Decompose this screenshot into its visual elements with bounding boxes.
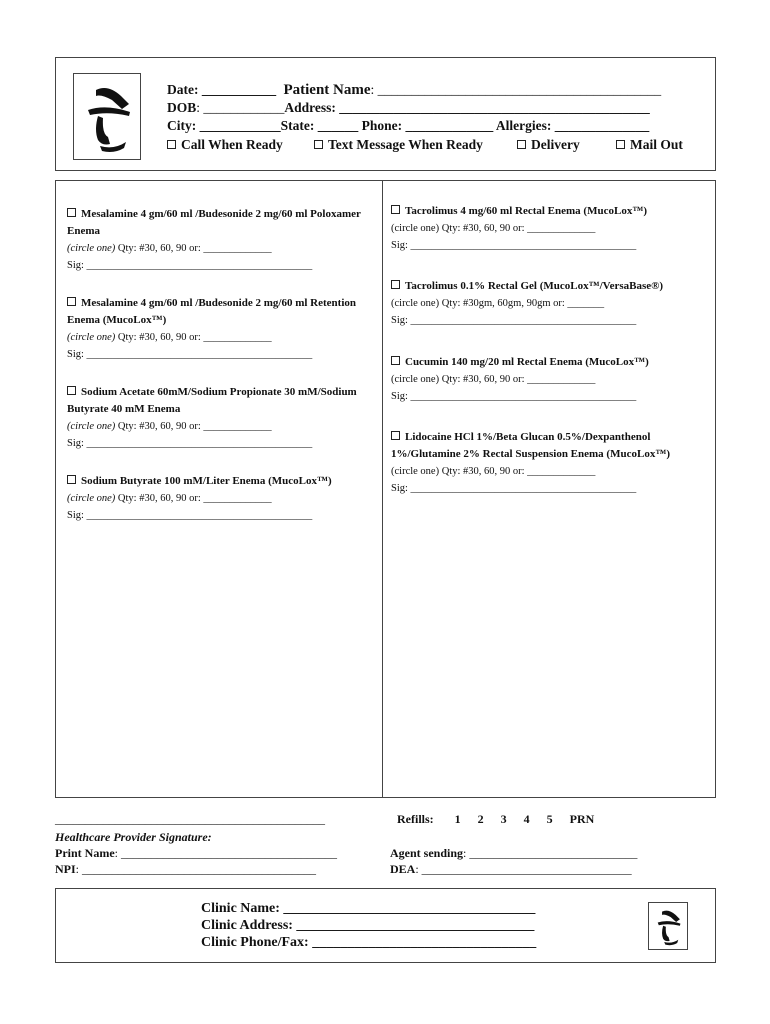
- signature-line[interactable]: _____________________________________________: [55, 812, 325, 826]
- right-item-2: Tacrolimus 0.1% Rectal Gel (MucoLox™/VersaBase®) (circle one) Qty: #30gm, 60gm, 90gm or: _______ Sig: ___________________________________________: [391, 278, 711, 329]
- qty-field[interactable]: (circle one) Qty: #30, 60, 90 or: _____________: [391, 466, 596, 477]
- sig-field[interactable]: Sig: ___________________________________________: [391, 483, 637, 494]
- checkbox-icon[interactable]: [391, 356, 400, 365]
- sig-field[interactable]: Sig: ___________________________________________: [391, 240, 637, 251]
- dob-field[interactable]: : ____________: [196, 100, 285, 115]
- qty-field[interactable]: (circle one) Qty: #30, 60, 90 or: _____________: [391, 223, 596, 234]
- refill-option-2[interactable]: 2: [477, 812, 484, 826]
- qty-field[interactable]: (circle one) Qty: #30, 60, 90 or: _____________: [391, 374, 596, 385]
- sig-field[interactable]: Sig: ___________________________________________: [67, 260, 313, 271]
- clinic-name-field[interactable]: Clinic Name: ____________________________________: [201, 901, 536, 916]
- agent-field[interactable]: : ____________________________: [463, 846, 638, 860]
- checkbox-icon[interactable]: [67, 475, 76, 484]
- right-item-4: Lidocaine HCl 1%/Beta Glucan 0.5%/Dexpanthenol 1%/Glutamine 2% Rectal Suspension Enema (MucoLox™) (circle one) Qty: #30, 60, 90 or: _____________ Sig: ___________________________________________: [391, 429, 711, 497]
- refills-label: Refills:: [397, 812, 434, 826]
- sig-field[interactable]: Sig: ___________________________________________: [391, 391, 637, 402]
- date-field[interactable]: Date: ___________: [167, 82, 277, 97]
- left-item-4: Sodium Butyrate 100 mM/Liter Enema (MucoLox™) (circle one) Qty: #30, 60, 90 or: _____________ Sig: ___________________________________________: [67, 473, 377, 524]
- option-mail-out[interactable]: Mail Out: [616, 137, 683, 153]
- logo-frame: [648, 902, 688, 950]
- refill-option-4[interactable]: 4: [523, 812, 530, 826]
- refill-option-prn[interactable]: PRN: [569, 812, 595, 826]
- checkbox-icon[interactable]: [67, 297, 76, 306]
- npi-label: NPI: [55, 862, 76, 876]
- right-item-1: Tacrolimus 4 mg/60 ml Rectal Enema (MucoLox™) (circle one) Qty: #30, 60, 90 or: _____________ Sig: ___________________________________________: [391, 203, 711, 254]
- option-call-when-ready[interactable]: Call When Ready: [167, 137, 283, 153]
- option-delivery[interactable]: Delivery: [517, 137, 580, 153]
- patient-info-box: [55, 57, 716, 171]
- city-field[interactable]: City: ____________: [167, 118, 281, 133]
- dea-field[interactable]: : ___________________________________: [415, 862, 632, 876]
- mortar-pestle-logo: [649, 903, 687, 949]
- mortar-pestle-logo: [74, 74, 140, 159]
- qty-field[interactable]: Qty: #30, 60, 90 or: _____________: [115, 332, 272, 343]
- qty-field[interactable]: Qty: #30, 60, 90 or: _____________: [115, 421, 272, 432]
- agent-label: Agent sending: [390, 846, 464, 860]
- refills-row: [397, 812, 594, 827]
- dob-label: DOB: [167, 100, 197, 115]
- patient-name-field[interactable]: : __________________________________________: [370, 82, 662, 97]
- sig-field[interactable]: Sig: ___________________________________________: [67, 438, 313, 449]
- sig-field[interactable]: Sig: ___________________________________________: [67, 349, 313, 360]
- refill-option-1[interactable]: 1: [454, 812, 461, 826]
- state-field[interactable]: State: ______: [280, 118, 359, 133]
- clinic-phone-field[interactable]: Clinic Phone/Fax: ________________________________: [201, 935, 537, 950]
- allergies-field[interactable]: Allergies: ______________: [495, 118, 650, 133]
- checkbox-icon[interactable]: [67, 208, 76, 217]
- sig-field[interactable]: Sig: ___________________________________________: [67, 510, 313, 521]
- phone-field[interactable]: Phone: _____________: [361, 118, 494, 133]
- print-name-label: Print Name: [55, 846, 115, 860]
- qty-field[interactable]: (circle one) Qty: #30gm, 60gm, 90gm or: _______: [391, 298, 605, 309]
- left-item-3: Sodium Acetate 60mM/Sodium Propionate 30 mM/Sodium Butyrate 40 mM Enema (circle one) Qty: #30, 60, 90 or: _____________ Sig: ___________________________________________: [67, 384, 367, 452]
- medications-box: [55, 180, 716, 798]
- right-item-3: Cucumin 140 mg/20 ml Rectal Enema (MucoLox™) (circle one) Qty: #30, 60, 90 or: _____________ Sig: ___________________________________________: [391, 354, 711, 405]
- checkbox-icon[interactable]: [391, 205, 400, 214]
- clinic-address-field[interactable]: Clinic Address: __________________________________: [201, 918, 535, 933]
- checkbox-icon[interactable]: [167, 140, 176, 149]
- checkbox-icon[interactable]: [517, 140, 526, 149]
- left-item-2: Mesalamine 4 gm/60 ml /Budesonide 2 mg/60 ml Retention Enema (MucoLox™) (circle one) Qty: #30, 60, 90 or: _____________ Sig: ___________________________________________: [67, 295, 367, 363]
- npi-field[interactable]: : _______________________________________: [75, 862, 317, 876]
- clinic-box: [55, 888, 716, 963]
- checkbox-icon[interactable]: [391, 431, 400, 440]
- signature-label: Healthcare Provider Signature:: [55, 830, 212, 844]
- qty-field[interactable]: Qty: #30, 60, 90 or: _____________: [115, 243, 272, 254]
- address-field[interactable]: Address: ______________________________________________: [284, 100, 650, 115]
- patient-name-label: Patient Name: [283, 82, 371, 98]
- option-text-message[interactable]: Text Message When Ready: [314, 137, 483, 153]
- print-name-field[interactable]: : ____________________________________: [114, 846, 337, 860]
- logo-frame: [73, 73, 141, 160]
- column-divider: [382, 181, 383, 797]
- left-item-1: Mesalamine 4 gm/60 ml /Budesonide 2 mg/60 ml Poloxamer Enema (circle one) Qty: #30, 60, 90 or: _____________ Sig: ___________________________________________: [67, 206, 367, 274]
- refill-option-5[interactable]: 5: [546, 812, 553, 826]
- qty-field[interactable]: Qty: #30, 60, 90 or: _____________: [115, 493, 272, 504]
- sig-field[interactable]: Sig: ___________________________________________: [391, 315, 637, 326]
- checkbox-icon[interactable]: [616, 140, 625, 149]
- refill-option-3[interactable]: 3: [500, 812, 507, 826]
- dea-label: DEA: [390, 862, 416, 876]
- checkbox-icon[interactable]: [67, 386, 76, 395]
- checkbox-icon[interactable]: [314, 140, 323, 149]
- checkbox-icon[interactable]: [391, 280, 400, 289]
